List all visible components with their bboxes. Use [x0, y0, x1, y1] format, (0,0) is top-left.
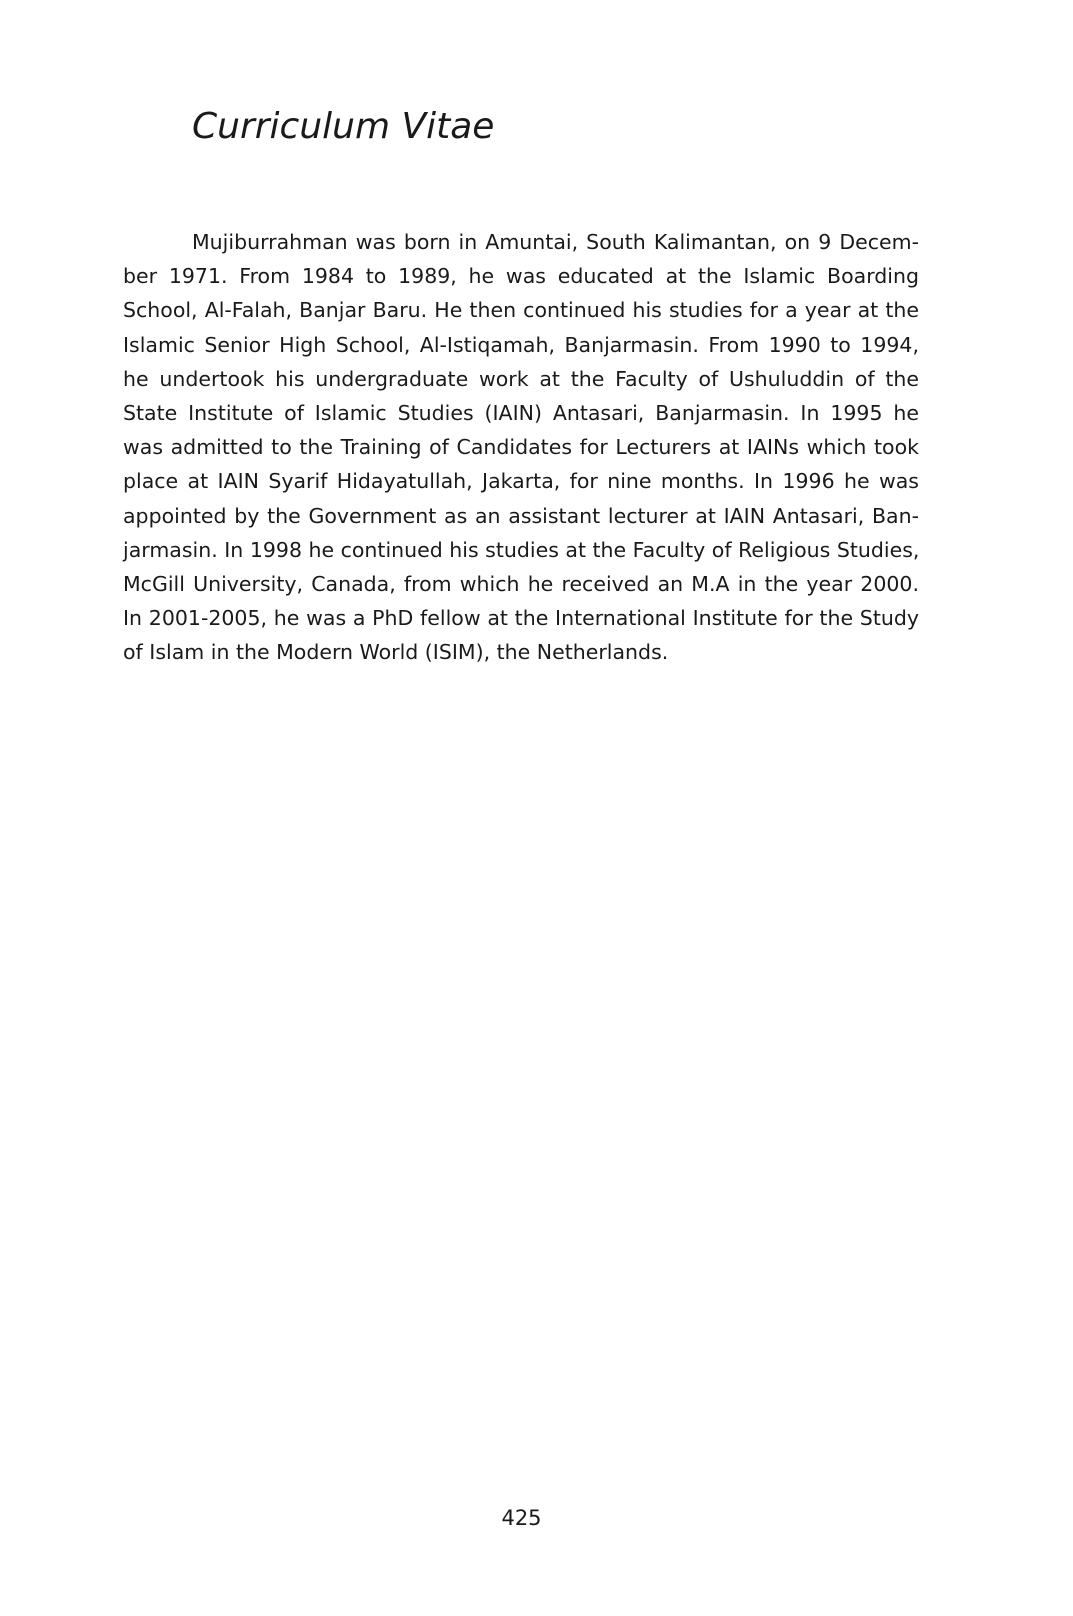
paragraph-line: In 2001-2005, he was a PhD fellow at the International Institute for the Study: [123, 606, 919, 631]
paragraph-line: ber 1971. From 1984 to 1989, he was educated at the Islamic Boarding: [123, 264, 919, 289]
paragraph-line: of Islam in the Modern World (ISIM), the Netherlands.: [123, 640, 669, 665]
page-number: 425: [501, 1506, 542, 1530]
biography-paragraph: [123, 225, 919, 669]
paragraph-line: place at IAIN Syarif Hidayatullah, Jakarta, for nine months. In 1996 he was: [123, 469, 919, 494]
paragraph-line: Mujiburrahman was born in Amuntai, South Kalimantan, on 9 Decem-: [192, 230, 919, 254]
paragraph-line: State Institute of Islamic Studies (IAIN) Antasari, Banjarmasin. In 1995 he: [123, 400, 919, 425]
paragraph-line: was admitted to the Training of Candidates for Lecturers at IAINs which took: [123, 435, 919, 460]
paragraph-line: McGill University, Canada, from which he received an M.A in the year 2000.: [123, 571, 919, 596]
paragraph-line: Islamic Senior High School, Al-Istiqamah, Banjarmasin. From 1990 to 1994,: [123, 332, 919, 357]
paragraph-line: appointed by the Government as an assistant lecturer at IAIN Antasari, Ban-: [123, 503, 919, 528]
page-title: Curriculum Vitae: [192, 106, 495, 147]
paragraph-line: jarmasin. In 1998 he continued his studies at the Faculty of Religious Studies,: [123, 537, 920, 562]
paragraph-line: School, Al-Falah, Banjar Baru. He then continued his studies for a year at the: [123, 298, 919, 323]
paragraph-line: he undertook his undergraduate work at the Faculty of Ushuluddin of the: [123, 366, 919, 391]
